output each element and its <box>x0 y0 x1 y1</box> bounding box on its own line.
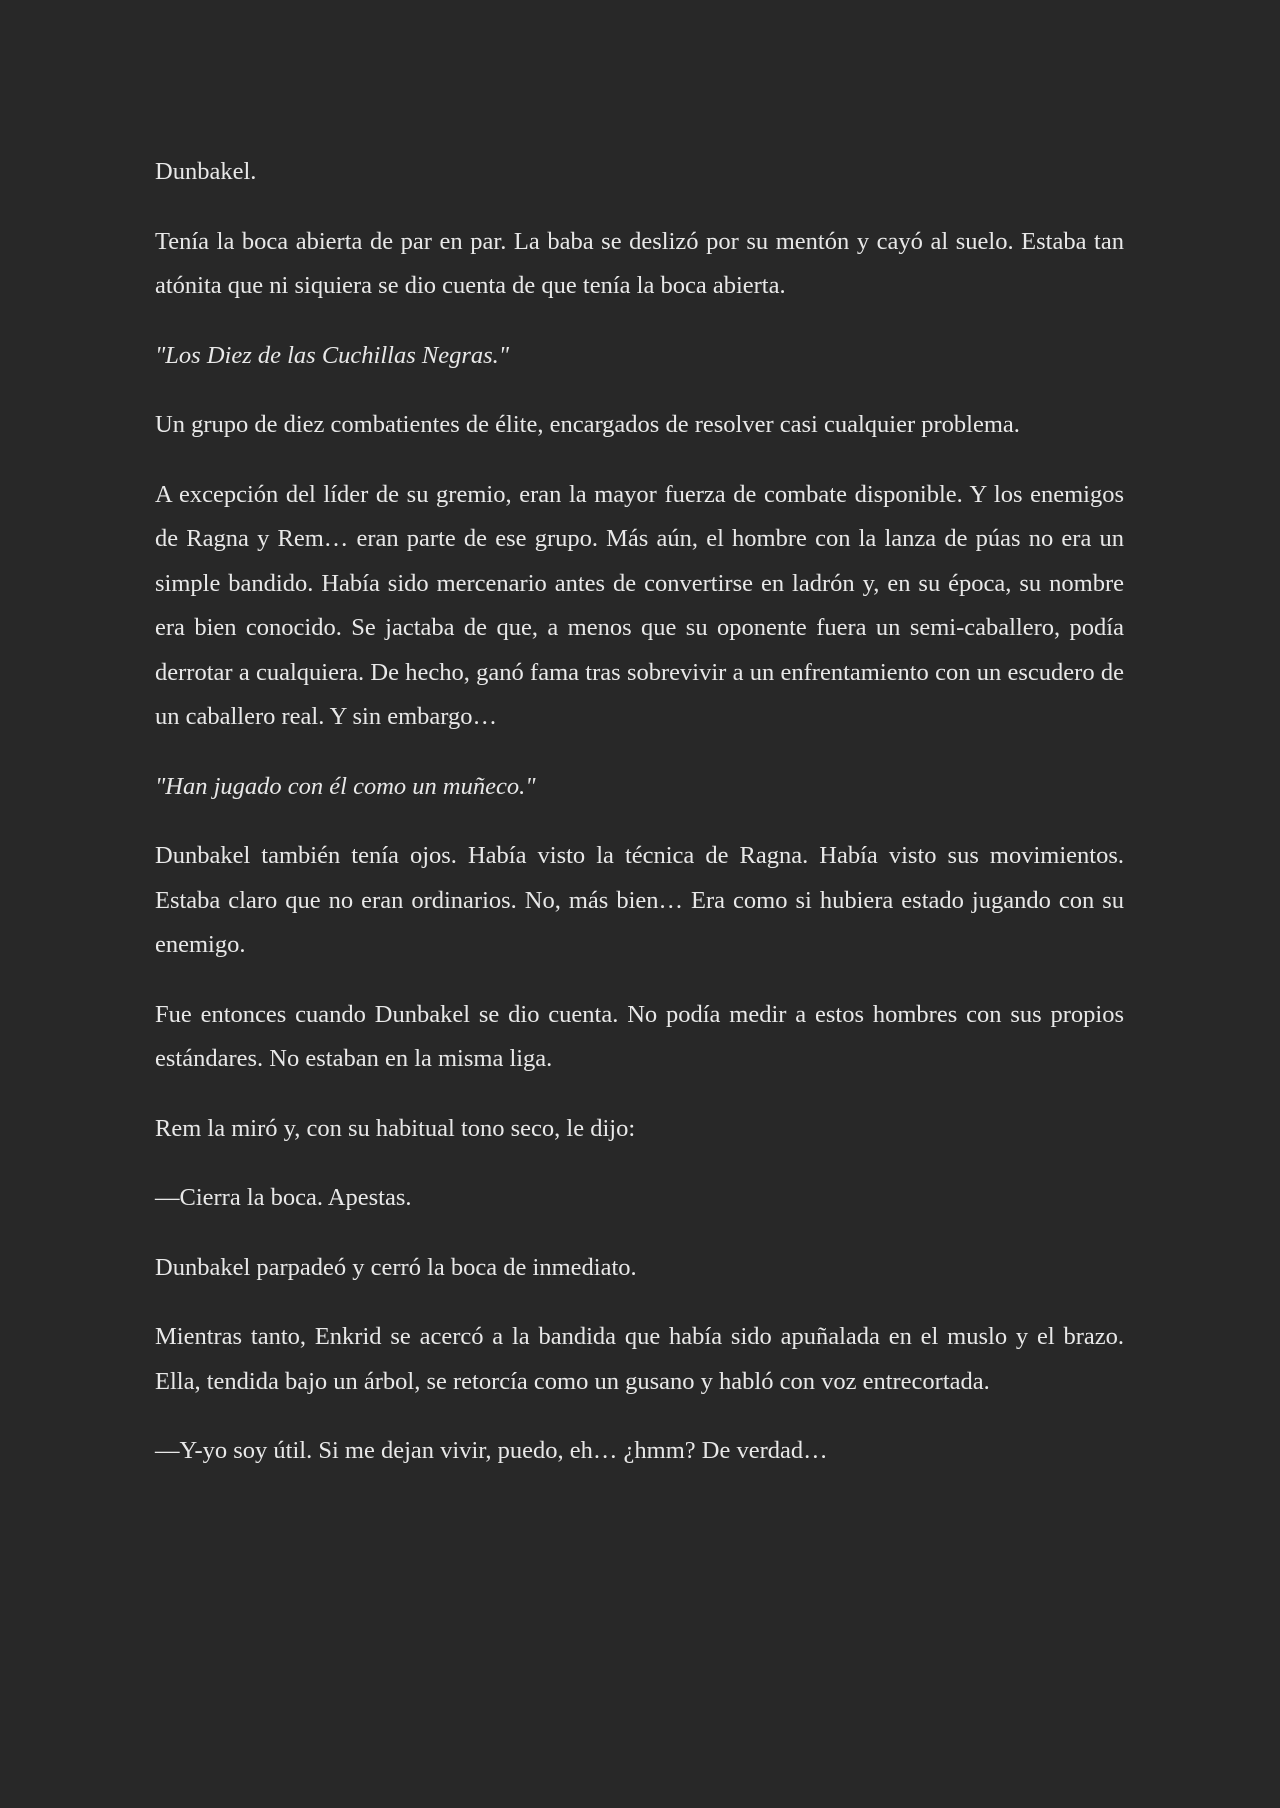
dialogue: —Cierra la boca. Apestas. <box>155 1184 412 1211</box>
italic-thought: "Han jugado con él como un muñeco." <box>155 772 536 800</box>
paragraph: Dunbakel también tenía ojos. Había visto la técnica de Ragna. Había visto sus movimientos. Estaba claro que no eran ordinarios. No, más bien… Era como si hubiera estado jugando con su enemigo. <box>155 842 1124 958</box>
paragraph: Tenía la boca abierta de par en par. La baba se deslizó por su mentón y cayó al suelo. Estaba tan atónita que ni siquiera se dio cuenta de que tenía la boca abierta. <box>155 227 1124 299</box>
italic-thought: "Los Diez de las Cuchillas Negras." <box>155 341 510 369</box>
paragraph: Mientras tanto, Enkrid se acercó a la bandida que había sido apuñalada en el muslo y el brazo. Ella, tendida bajo un árbol, se retorcía como un gusano y habló con voz entrecortada. <box>155 1323 1124 1395</box>
paragraph: A excepción del líder de su gremio, eran la mayor fuerza de combate disponible. Y los enemigos de Ragna y Rem… eran parte de ese grupo. Más aún, el hombre con la lanza de púas no era un simple bandido. Había sido mercenario antes de convertirse en ladrón y, en su época, su nombre era bien conocido. Se jactaba de que, a menos que su oponente fuera un semi-caballero, podía derrotar a cualquiera. De hecho, ganó fama tras sobrevivir a un enfrentamiento con un escudero de un caballero real. Y sin embargo… <box>155 480 1124 730</box>
chapter-text <box>155 150 1124 1499</box>
paragraph: Dunbakel. <box>155 158 257 185</box>
paragraph: Rem la miró y, con su habitual tono seco, le dijo: <box>155 1114 636 1142</box>
paragraph: Dunbakel parpadeó y cerró la boca de inmediato. <box>155 1253 637 1281</box>
paragraph: Fue entonces cuando Dunbakel se dio cuenta. No podía medir a estos hombres con sus propios estándares. No estaban en la misma liga. <box>155 1000 1124 1072</box>
paragraph: Un grupo de diez combatientes de élite, encargados de resolver casi cualquier problema. <box>155 411 1020 438</box>
dialogue: —Y-yo soy útil. Si me dejan vivir, puedo, eh… ¿hmm? De verdad… <box>155 1437 828 1464</box>
